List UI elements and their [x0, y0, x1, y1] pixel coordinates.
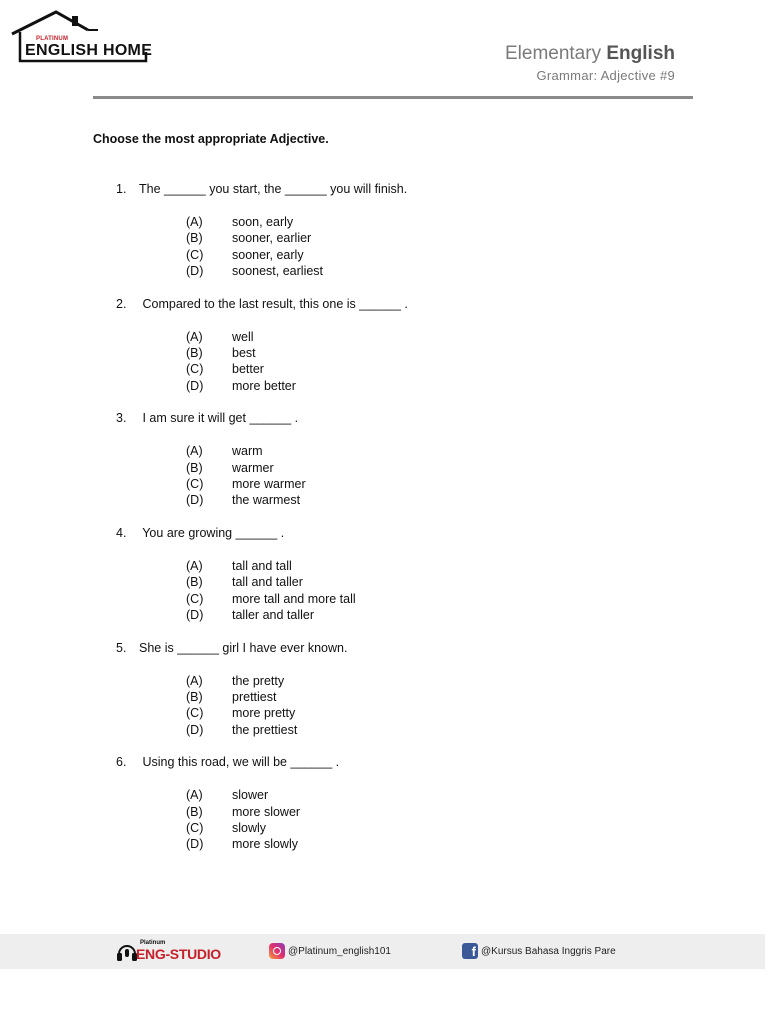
question-1	[116, 181, 716, 296]
option-letter: (C)	[186, 591, 204, 606]
answer-option[interactable]	[116, 492, 716, 508]
option-letter: (D)	[186, 837, 204, 852]
answer-option[interactable]	[116, 460, 716, 476]
option-text: well	[232, 329, 254, 344]
option-text: tall and tall	[232, 559, 292, 574]
studio-text: ENG-STUDIO	[136, 946, 221, 962]
question-text: You are growing ______ .	[139, 526, 285, 541]
option-text: prettiest	[232, 690, 277, 705]
option-letter: (B)	[186, 231, 203, 246]
question-5	[116, 640, 716, 755]
answer-option[interactable]	[116, 673, 716, 689]
option-text: warm	[232, 444, 263, 459]
question-number: 1.	[116, 182, 127, 196]
option-text: taller and taller	[232, 607, 314, 622]
question-number: 2.	[116, 296, 127, 311]
question-4	[116, 525, 716, 640]
question-6	[116, 754, 716, 869]
option-text: best	[232, 345, 256, 360]
answer-option[interactable]	[116, 689, 716, 705]
option-letter: (D)	[186, 263, 204, 278]
question-stem	[116, 754, 716, 787]
header-divider	[93, 96, 693, 99]
option-letter: (B)	[186, 804, 203, 819]
option-text: more tall and more tall	[232, 591, 356, 606]
option-letter: (A)	[186, 215, 203, 229]
answer-option[interactable]	[116, 591, 716, 607]
option-letter: (A)	[186, 788, 203, 803]
question-text: The ______ you start, the ______ you will finish.	[139, 182, 408, 196]
headphones-icon	[116, 940, 138, 964]
instagram-handle[interactable]	[269, 943, 391, 959]
option-text: soonest, earliest	[232, 263, 324, 278]
option-letter: (B)	[186, 345, 203, 360]
answer-option[interactable]	[116, 476, 716, 492]
option-text: the warmest	[232, 493, 301, 508]
question-stem	[116, 525, 716, 558]
option-letter: (C)	[186, 706, 204, 721]
option-text: slowly	[232, 821, 267, 836]
option-letter: (C)	[186, 247, 204, 262]
question-stem	[116, 640, 716, 673]
answer-option[interactable]	[116, 214, 716, 230]
option-letter: (A)	[186, 559, 203, 574]
instruction: Choose the most appropriate Adjective.	[93, 132, 329, 146]
option-letter: (B)	[186, 690, 203, 705]
title-bold: English	[606, 43, 675, 64]
facebook-text: @Kursus Bahasa Inggris Pare	[481, 945, 616, 957]
option-text: the pretty	[232, 673, 285, 688]
question-stem	[116, 296, 716, 329]
logo-big-text: ENGLISH HOME	[25, 42, 153, 59]
option-text: more pretty	[232, 706, 296, 721]
option-text: tall and taller	[232, 575, 303, 590]
answer-option[interactable]	[116, 722, 716, 738]
option-text: warmer	[232, 460, 274, 475]
option-letter: (D)	[186, 722, 204, 737]
option-letter: (A)	[186, 673, 203, 688]
option-letter: (B)	[186, 460, 203, 475]
logo-small-text: PLATINUM	[36, 36, 69, 42]
question-text: Using this road, we will be ______ .	[139, 755, 340, 770]
option-letter: (D)	[186, 493, 204, 508]
answer-option[interactable]	[116, 329, 716, 345]
instagram-text: @Platinum_english101	[288, 945, 391, 957]
instagram-icon	[269, 943, 285, 959]
question-number: 4.	[116, 526, 127, 541]
question-2	[116, 296, 716, 411]
answer-option[interactable]	[116, 705, 716, 721]
option-text: better	[232, 362, 264, 377]
answer-option[interactable]	[116, 558, 716, 574]
page-title	[505, 43, 675, 65]
page-subtitle: Grammar: Adjective #9	[536, 68, 675, 83]
option-letter: (D)	[186, 378, 204, 393]
question-number: 6.	[116, 755, 127, 770]
option-letter: (C)	[186, 821, 204, 836]
answer-option[interactable]	[116, 443, 716, 459]
option-text: more warmer	[232, 476, 306, 491]
english-home-logo	[10, 8, 152, 66]
question-number: 5.	[116, 640, 127, 655]
answer-option[interactable]	[116, 361, 716, 377]
option-text: more slowly	[232, 837, 298, 852]
question-text: Compared to the last result, this one is ______ .	[139, 296, 408, 311]
option-letter: (A)	[186, 444, 203, 459]
option-text: sooner, early	[232, 247, 304, 262]
answer-option[interactable]	[116, 230, 716, 246]
eng-studio-logo	[116, 940, 221, 964]
studio-small-text: Platinum	[140, 940, 166, 946]
question-list	[116, 181, 716, 869]
option-text: soon, early	[232, 215, 294, 229]
facebook-icon: f	[462, 943, 478, 959]
question-text: She is ______ girl I have ever known.	[139, 640, 348, 655]
option-text: sooner, earlier	[232, 231, 312, 246]
option-letter: (A)	[186, 329, 203, 344]
option-letter: (D)	[186, 607, 204, 622]
question-text: I am sure it will get ______ .	[139, 411, 299, 426]
answer-option[interactable]	[116, 607, 716, 623]
question-3	[116, 410, 716, 525]
answer-option[interactable]	[116, 247, 716, 263]
footer	[0, 934, 765, 969]
answer-option[interactable]	[116, 574, 716, 590]
option-letter: (C)	[186, 362, 204, 377]
option-letter: (B)	[186, 575, 203, 590]
answer-option[interactable]	[116, 345, 716, 361]
option-text: the prettiest	[232, 722, 298, 737]
question-stem	[116, 410, 716, 443]
question-number: 3.	[116, 411, 127, 426]
option-text: more better	[232, 378, 296, 393]
answer-option[interactable]	[116, 787, 716, 803]
facebook-handle[interactable]	[462, 943, 616, 959]
answer-option[interactable]	[116, 820, 716, 836]
title-light: Elementary	[504, 43, 602, 64]
answer-option[interactable]	[116, 263, 716, 279]
answer-option[interactable]	[116, 836, 716, 852]
option-letter: (C)	[186, 476, 204, 491]
answer-option[interactable]	[116, 804, 716, 820]
question-stem	[116, 181, 716, 214]
answer-option[interactable]	[116, 378, 716, 394]
option-text: more slower	[232, 804, 301, 819]
option-text: slower	[232, 788, 269, 803]
